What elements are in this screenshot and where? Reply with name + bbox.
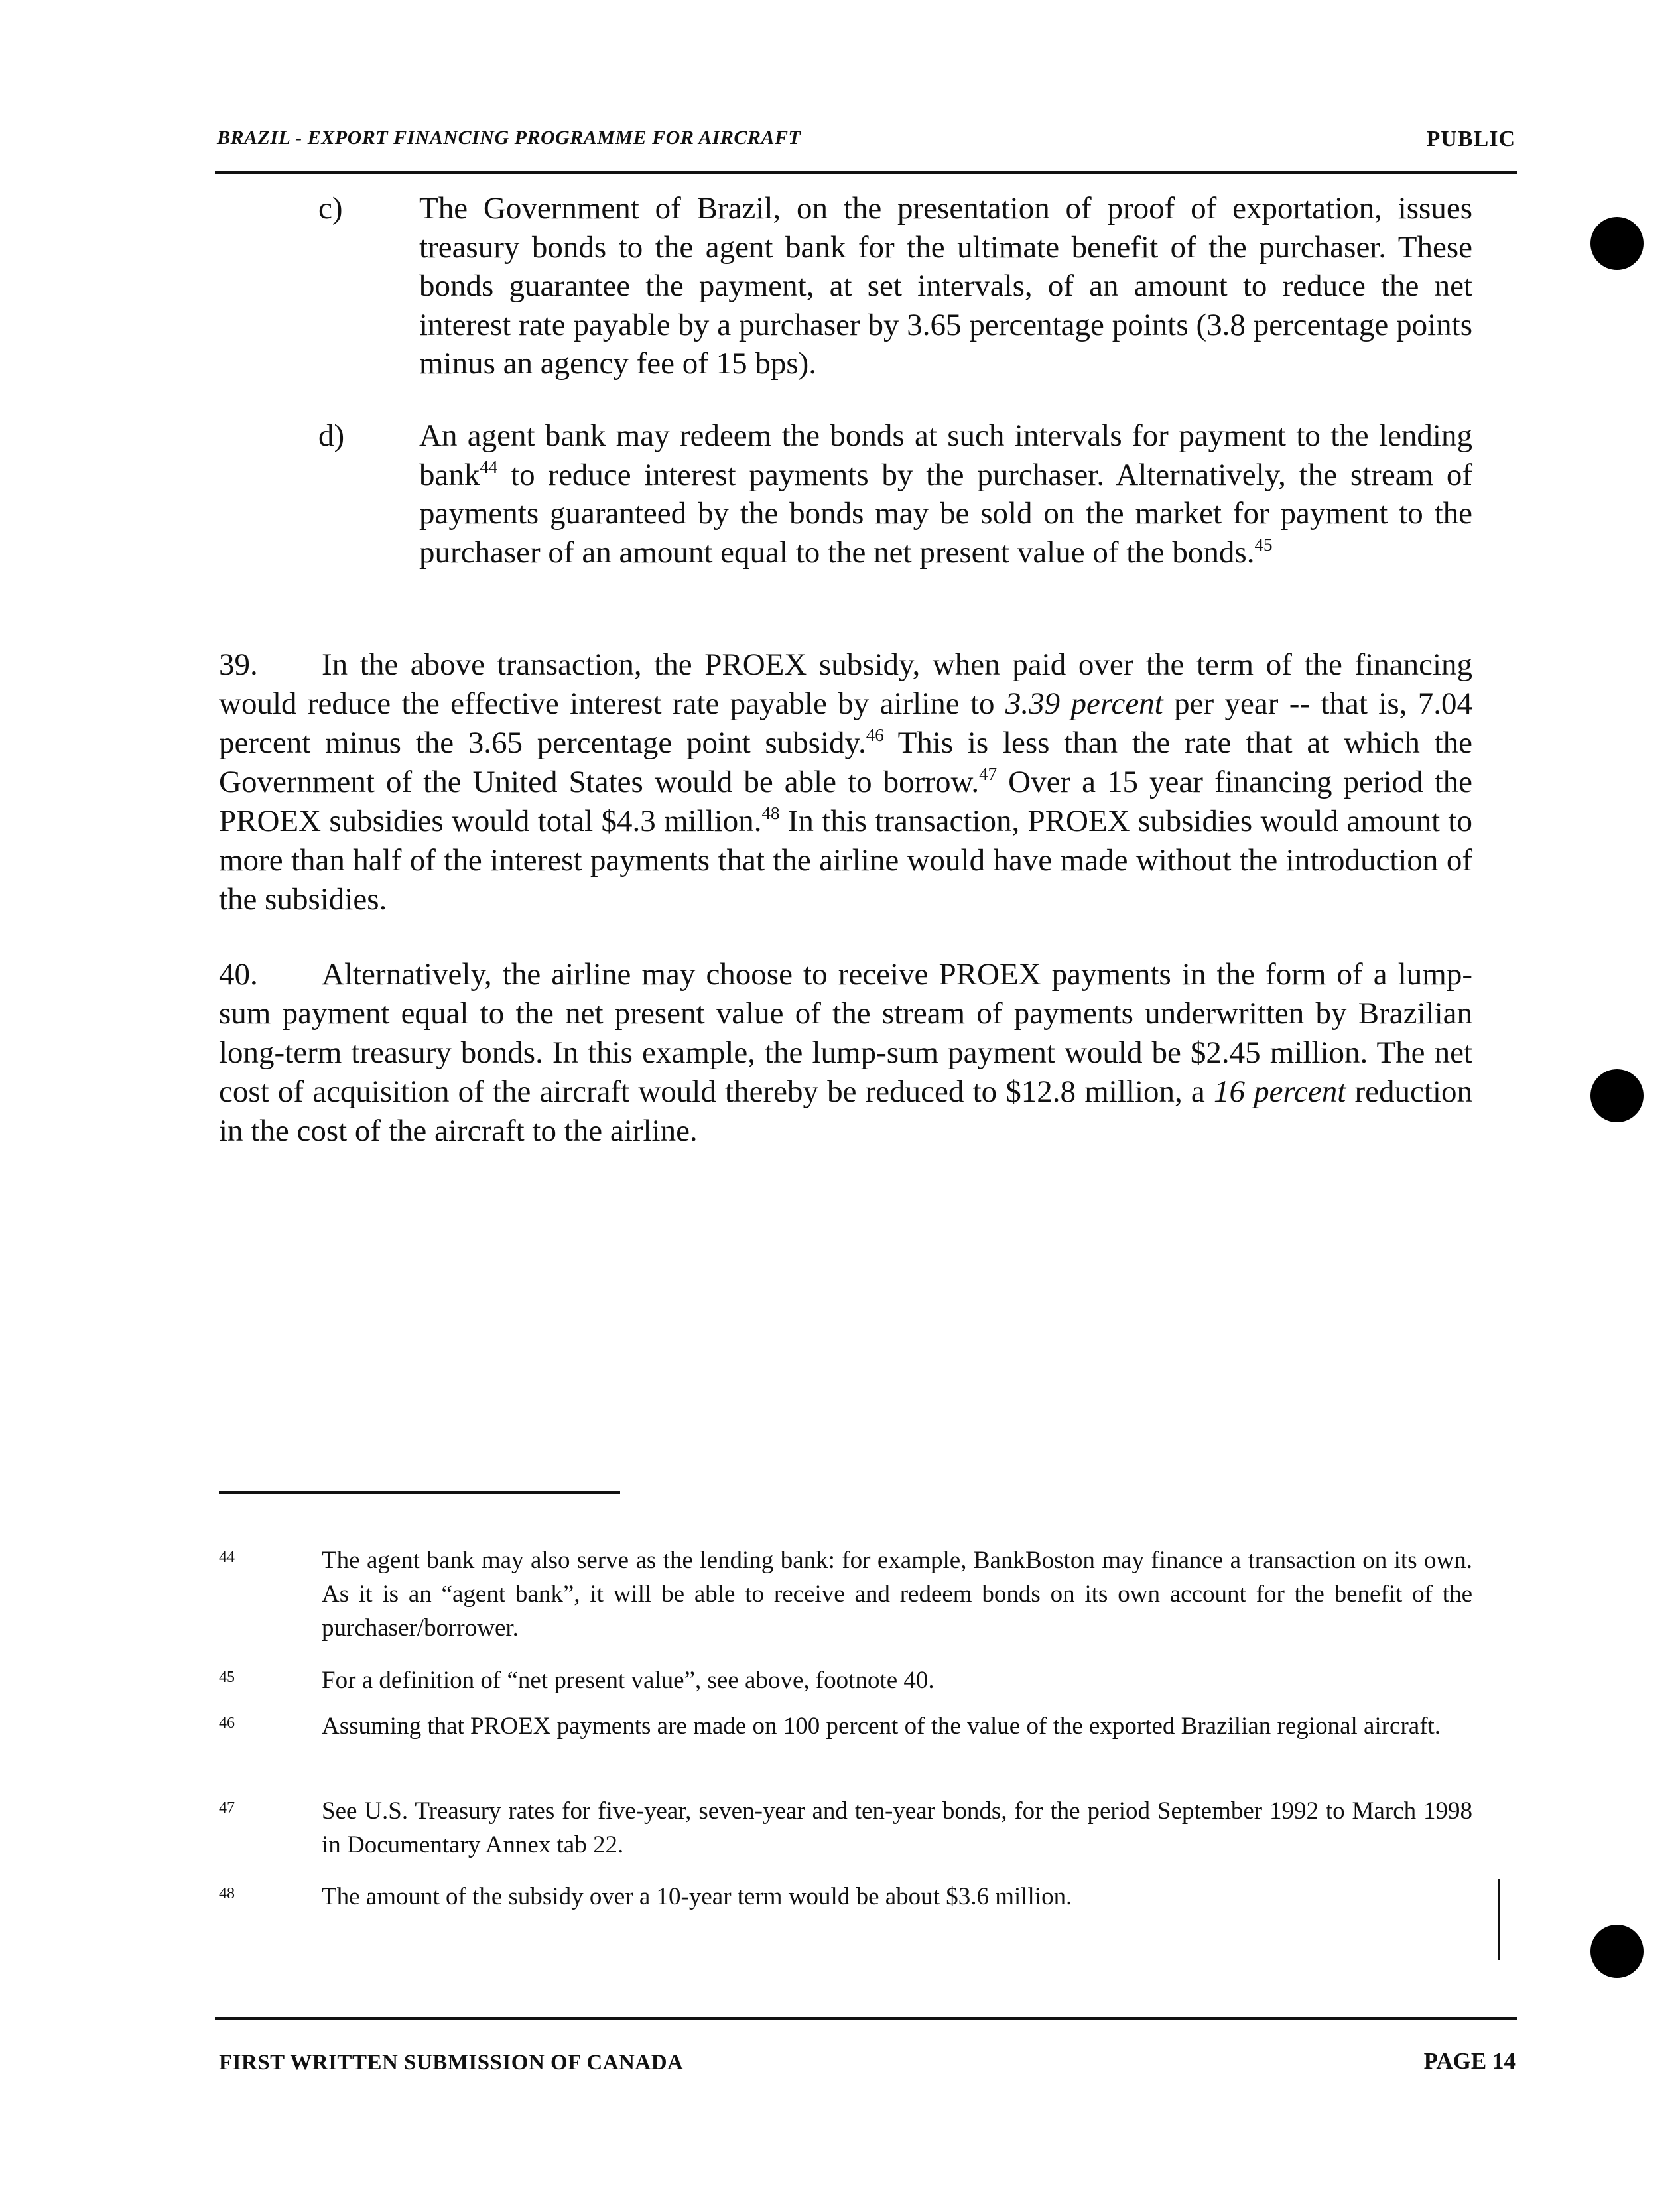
- footnote-48: [219, 1880, 1472, 1914]
- footnote-ref-48[interactable]: 48: [761, 803, 780, 823]
- paragraph-39: [219, 645, 1472, 919]
- footer-rule: [215, 2017, 1517, 2020]
- footnote-text: The amount of the subsidy over a 10-year term would be about $3.6 million.: [322, 1883, 1072, 1910]
- text-run: per year -- that is, 7.04 percent minus the 3.65 percentage point subsidy.: [219, 686, 1472, 760]
- punch-hole-mark: [1590, 1069, 1644, 1122]
- footnote-46: [219, 1709, 1472, 1743]
- classification-label: PUBLIC: [1426, 127, 1516, 151]
- footnote-number: 47: [219, 1799, 235, 1817]
- footnote-text: Assuming that PROEX payments are made on 100 percent of the value of the exported Brazilian regional aircraft.: [322, 1713, 1441, 1740]
- footnote-ref-45[interactable]: 45: [1254, 534, 1273, 554]
- document-title: BRAZIL - EXPORT FINANCING PROGRAMME FOR AIRCRAFT: [217, 127, 801, 149]
- emphasis: 16 percent: [1213, 1074, 1346, 1109]
- punch-hole-mark: [1590, 217, 1644, 270]
- header-rule: [215, 171, 1517, 174]
- footnote-ref-44[interactable]: 44: [480, 456, 498, 477]
- text-run: Alternatively, the airline may choose to receive PROEX payments in the form of a lump-sum payment equal to the net present value of the stream of payments underwritten by Brazilian long-term treasury bonds. In this example, the lump-sum payment would be $2.45 million. The net cost of acquisition of the aircraft would thereby be reduced to $12.8 million, a: [219, 957, 1472, 1109]
- item-text: [419, 417, 1472, 572]
- page-number: PAGE 14: [1423, 2048, 1516, 2074]
- paragraph-number: 39.: [219, 647, 258, 682]
- list-item-c: [318, 189, 1472, 383]
- footnote-ref-47[interactable]: 47: [979, 764, 998, 784]
- list-item-d: [318, 417, 1472, 572]
- emphasis: 3.39 percent: [1005, 686, 1163, 721]
- footnote-44: [219, 1543, 1472, 1645]
- footnote-number: 48: [219, 1885, 235, 1902]
- change-bar: [1498, 1879, 1500, 1960]
- paragraph-number: 40.: [219, 957, 258, 992]
- item-label: d): [318, 419, 345, 453]
- text-run: reduction in the cost of the aircraft to the airline.: [219, 1074, 1472, 1148]
- footnote-number: 46: [219, 1715, 235, 1732]
- footnote-text: For a definition of “net present value”, see above, footnote 40.: [322, 1667, 935, 1694]
- footnote-45: [219, 1663, 1472, 1697]
- footnote-47: [219, 1794, 1472, 1862]
- punch-hole-mark: [1590, 1925, 1644, 1978]
- footnote-text: See U.S. Treasury rates for five-year, seven-year and ten-year bonds, for the period September 1992 to March 1998 in Documentary Annex tab 22.: [322, 1797, 1472, 1858]
- footnote-separator: [219, 1491, 620, 1494]
- footnote-number: 44: [219, 1549, 235, 1566]
- text-run: This is less than the rate that at which the Government of the United States would be able to borrow.: [219, 726, 1472, 799]
- footnote-number: 45: [219, 1669, 235, 1686]
- footnote-text: The agent bank may also serve as the lending bank: for example, BankBoston may finance a transaction on its own. As it is an “agent bank”, it will be able to receive and redeem bonds on its own account for the benefit of the purchaser/borrower.: [322, 1547, 1472, 1642]
- item-text: The Government of Brazil, on the presentation of proof of exportation, issues treasury bonds to the agent bank for the ultimate benefit of the purchaser. These bonds guarantee the payment, at set intervals, of an amount to reduce the net interest rate payable by a purchaser by 3.65 percentage points (3.8 percentage points minus an agency fee of 15 bps).: [419, 191, 1472, 381]
- text-run: An agent bank may redeem the bonds at such intervals for payment to the lending bank: [419, 419, 1472, 492]
- paragraph-40: [219, 955, 1472, 1151]
- text-run: to reduce interest payments by the purchaser. Alternatively, the stream of payments guaranteed by the bonds may be sold on the market for payment to the purchaser of an amount equal to the net present value of the bonds.: [419, 457, 1472, 570]
- item-label: c): [318, 191, 343, 226]
- text-run: Over a 15 year financing period the PROEX subsidies would total $4.3 million.: [219, 765, 1472, 838]
- text-run: In the above transaction, the PROEX subsidy, when paid over the term of the financing would reduce the effective interest rate payable by airline to: [219, 647, 1472, 721]
- text-run: In this transaction, PROEX subsidies would amount to more than half of the interest payments that the airline would have made without the introduction of the subsidies.: [219, 804, 1472, 917]
- footnote-ref-46[interactable]: 46: [866, 725, 884, 745]
- footer-document-name: FIRST WRITTEN SUBMISSION OF CANADA: [219, 2051, 684, 2075]
